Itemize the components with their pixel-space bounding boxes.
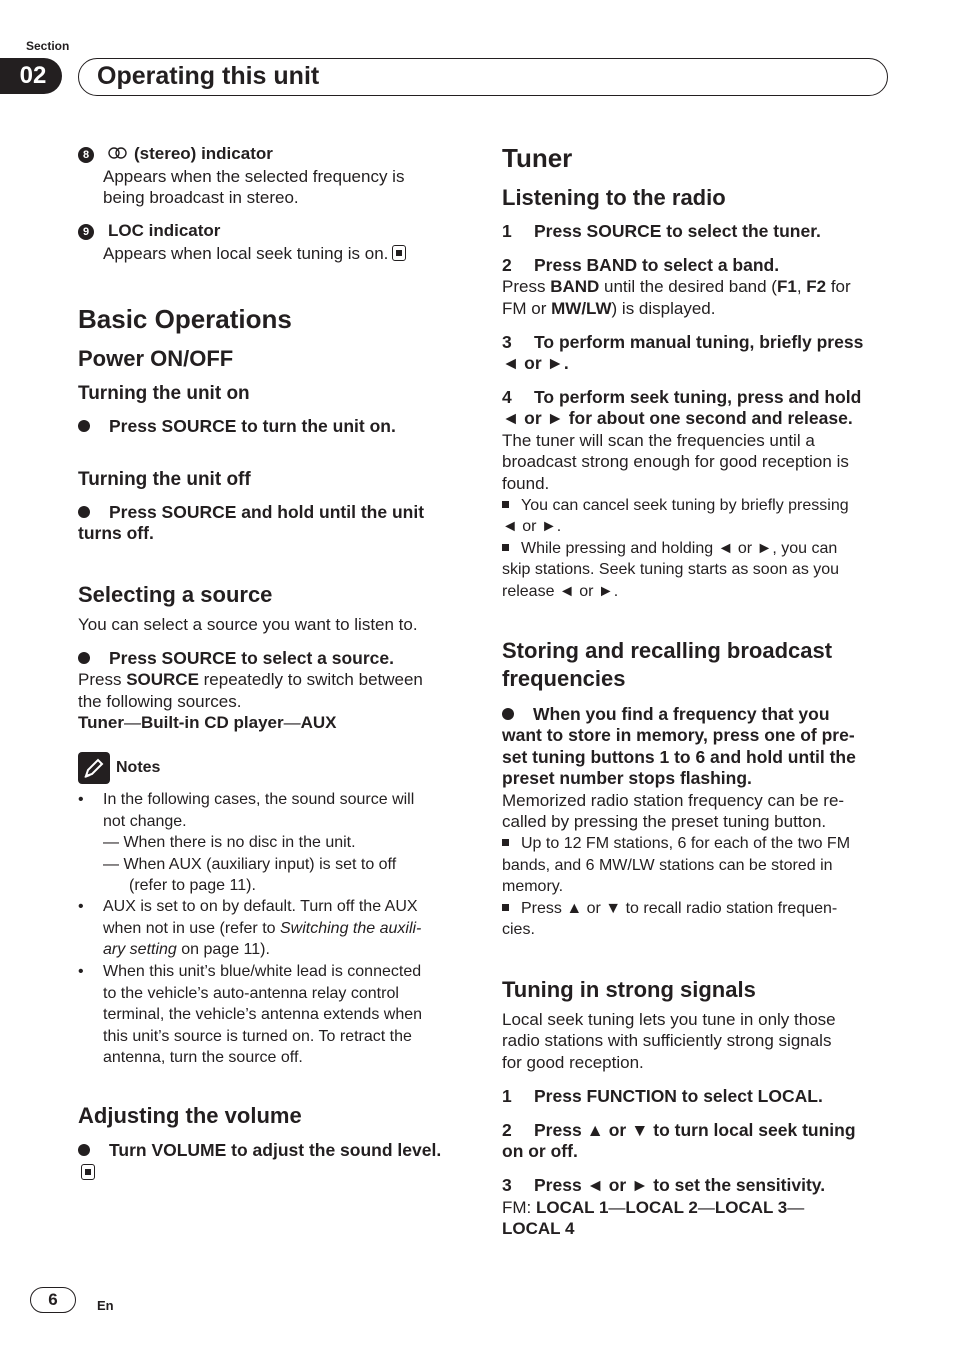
store-step-2: want to store in memory, press one of pre- [502, 725, 855, 745]
bullet-icon [502, 708, 514, 720]
loc-desc: Appears when local seek tuning is on. [78, 243, 406, 265]
tuner-step-4-desc-3: found. [502, 474, 550, 493]
store-bullet-2-2: cies. [502, 921, 535, 938]
storing-heading-2: frequencies [502, 666, 626, 691]
storing-heading-1: Storing and recalling broadcast [502, 638, 833, 663]
volume-end [78, 1162, 95, 1184]
pencil-icon [78, 752, 110, 784]
strong-step-3-desc-2: LOCAL 4 [502, 1219, 575, 1238]
tuner-step-4-1: 4 To perform seek tuning, press and hold [502, 387, 862, 407]
store-bullet-1-2: bands, and 6 MW/LW stations can be stored in [502, 857, 833, 874]
store-step-4: preset number stops flashing. [502, 768, 752, 788]
stereo-icon [108, 147, 128, 159]
turning-off-heading: Turning the unit off [78, 469, 251, 490]
selecting-source-heading: Selecting a source [78, 582, 273, 607]
bullet-icon [78, 1144, 90, 1156]
store-bullet-1-3: memory. [502, 878, 564, 895]
tuner-step-4-desc-1: The tuner will scan the frequencies until a [502, 431, 815, 450]
tuner-step-1: 1 Press SOURCE to select the tuner. [502, 221, 821, 241]
bullet-icon [78, 506, 90, 518]
strong-desc-2: radio stations with sufficiently strong signals [502, 1031, 832, 1050]
note-3: • When this unit’s blue/white lead is connected to the vehicle’s auto-antenna relay control terminal, the vehicle’s antenna extends when this unit’s source is turned on. To retract the antenna, turn the source off. [78, 963, 423, 1066]
strong-step-3-desc-1: FM: LOCAL 1—LOCAL 2—LOCAL 3— [502, 1198, 805, 1217]
loc-indicator-heading: 9 LOC indicator [78, 220, 220, 242]
select-source-step: Press SOURCE to select a source. [78, 648, 394, 670]
callout-number-icon: 8 [78, 147, 94, 163]
turning-on-step: Press SOURCE to turn the unit on. [78, 416, 396, 438]
section-label: Section [26, 39, 70, 53]
tuner-step-2-desc-2: FM or MW/LW) is displayed. [502, 299, 716, 318]
tuner-step-2-desc-1: Press BAND until the desired band (F1, F2 for [502, 277, 851, 296]
seek-bullet-1-2: ◄ or ►. [502, 518, 562, 535]
square-bullet-icon [502, 501, 509, 508]
tuner-step-3-1: 3 To perform manual tuning, briefly press [502, 332, 864, 352]
square-bullet-icon [502, 904, 509, 911]
listening-heading: Listening to the radio [502, 185, 726, 210]
note-2: • AUX is set to on by default. Turn off the AUX when not in use (refer to Switching the auxili- ary setting on page 11). [78, 898, 422, 958]
seek-bullet-1-1: You can cancel seek tuning by briefly pressing [502, 495, 849, 517]
strong-step-2-2: on or off. [502, 1141, 578, 1161]
turning-off-step-1: Press SOURCE and hold until the unit [78, 502, 424, 524]
seek-bullet-2-2: skip stations. Seek tuning starts as soon as you [502, 561, 840, 578]
select-source-desc-2: the following sources. [78, 692, 242, 711]
stereo-desc-1: Appears when the selected frequency is [103, 167, 405, 186]
strong-step-3: 3 Press ◄ or ► to set the sensitivity. [502, 1175, 826, 1195]
tuner-heading: Tuner [502, 143, 573, 173]
power-on-off-heading: Power ON/OFF [78, 346, 234, 371]
strong-desc-1: Local seek tuning lets you tune in only those [502, 1010, 836, 1029]
tuner-step-4-desc-2: broadcast strong enough for good reception is [502, 452, 849, 471]
volume-step: Turn VOLUME to adjust the sound level. [78, 1140, 441, 1162]
tuner-step-2: 2 Press BAND to select a band. [502, 255, 780, 275]
strong-desc-3: for good reception. [502, 1053, 644, 1072]
tuner-step-4-2: ◄ or ► for about one second and release. [502, 408, 853, 428]
stereo-desc-2: being broadcast in stereo. [103, 188, 299, 207]
store-desc-1: Memorized radio station frequency can be re- [502, 791, 845, 810]
turning-off-step-2: turns off. [78, 523, 154, 543]
store-step-1: When you find a frequency that you [502, 704, 830, 726]
notes-heading: Notes [78, 752, 160, 784]
page-number: 6 [30, 1287, 76, 1313]
select-source-desc-1: Press SOURCE repeatedly to switch between [78, 670, 423, 689]
strong-signals-heading: Tuning in strong signals [502, 977, 756, 1002]
stereo-indicator-heading: 8 (stereo) indicator [78, 143, 273, 165]
note-1: • In the following cases, the sound source will not change. — When there is no disc in the unit. — When AUX (auxiliary input) is set to off (refer to page 11). [78, 791, 415, 894]
store-desc-2: called by pressing the preset tuning button. [502, 812, 827, 831]
end-mark-icon [81, 1164, 95, 1180]
page-title: Operating this unit [78, 58, 888, 96]
source-sequence: Tuner—Built-in CD player—AUX [78, 713, 337, 732]
square-bullet-icon [502, 544, 509, 551]
square-bullet-icon [502, 839, 509, 846]
store-step-3: set tuning buttons 1 to 6 and hold until the [502, 747, 856, 767]
end-mark-icon [392, 245, 406, 261]
adjusting-volume-heading: Adjusting the volume [78, 1103, 302, 1128]
bullet-icon [78, 652, 90, 664]
bullet-icon [78, 420, 90, 432]
language-label: En [97, 1298, 114, 1313]
turning-on-heading: Turning the unit on [78, 383, 250, 404]
seek-bullet-2-1: While pressing and holding ◄ or ►, you can [502, 538, 837, 560]
basic-operations-heading: Basic Operations [78, 304, 292, 334]
seek-bullet-2-3: release ◄ or ►. [502, 583, 619, 600]
selecting-source-intro: You can select a source you want to listen to. [78, 615, 418, 634]
strong-step-1: 1 Press FUNCTION to select LOCAL. [502, 1086, 823, 1106]
callout-number-icon: 9 [78, 224, 94, 240]
section-number-badge: 02 [0, 58, 62, 94]
store-bullet-1-1: Up to 12 FM stations, 6 for each of the two FM [502, 833, 850, 855]
store-bullet-2-1: Press ▲ or ▼ to recall radio station frequen- [502, 898, 837, 920]
tuner-step-3-2: ◄ or ►. [502, 353, 569, 373]
strong-step-2-1: 2 Press ▲ or ▼ to turn local seek tuning [502, 1120, 856, 1140]
